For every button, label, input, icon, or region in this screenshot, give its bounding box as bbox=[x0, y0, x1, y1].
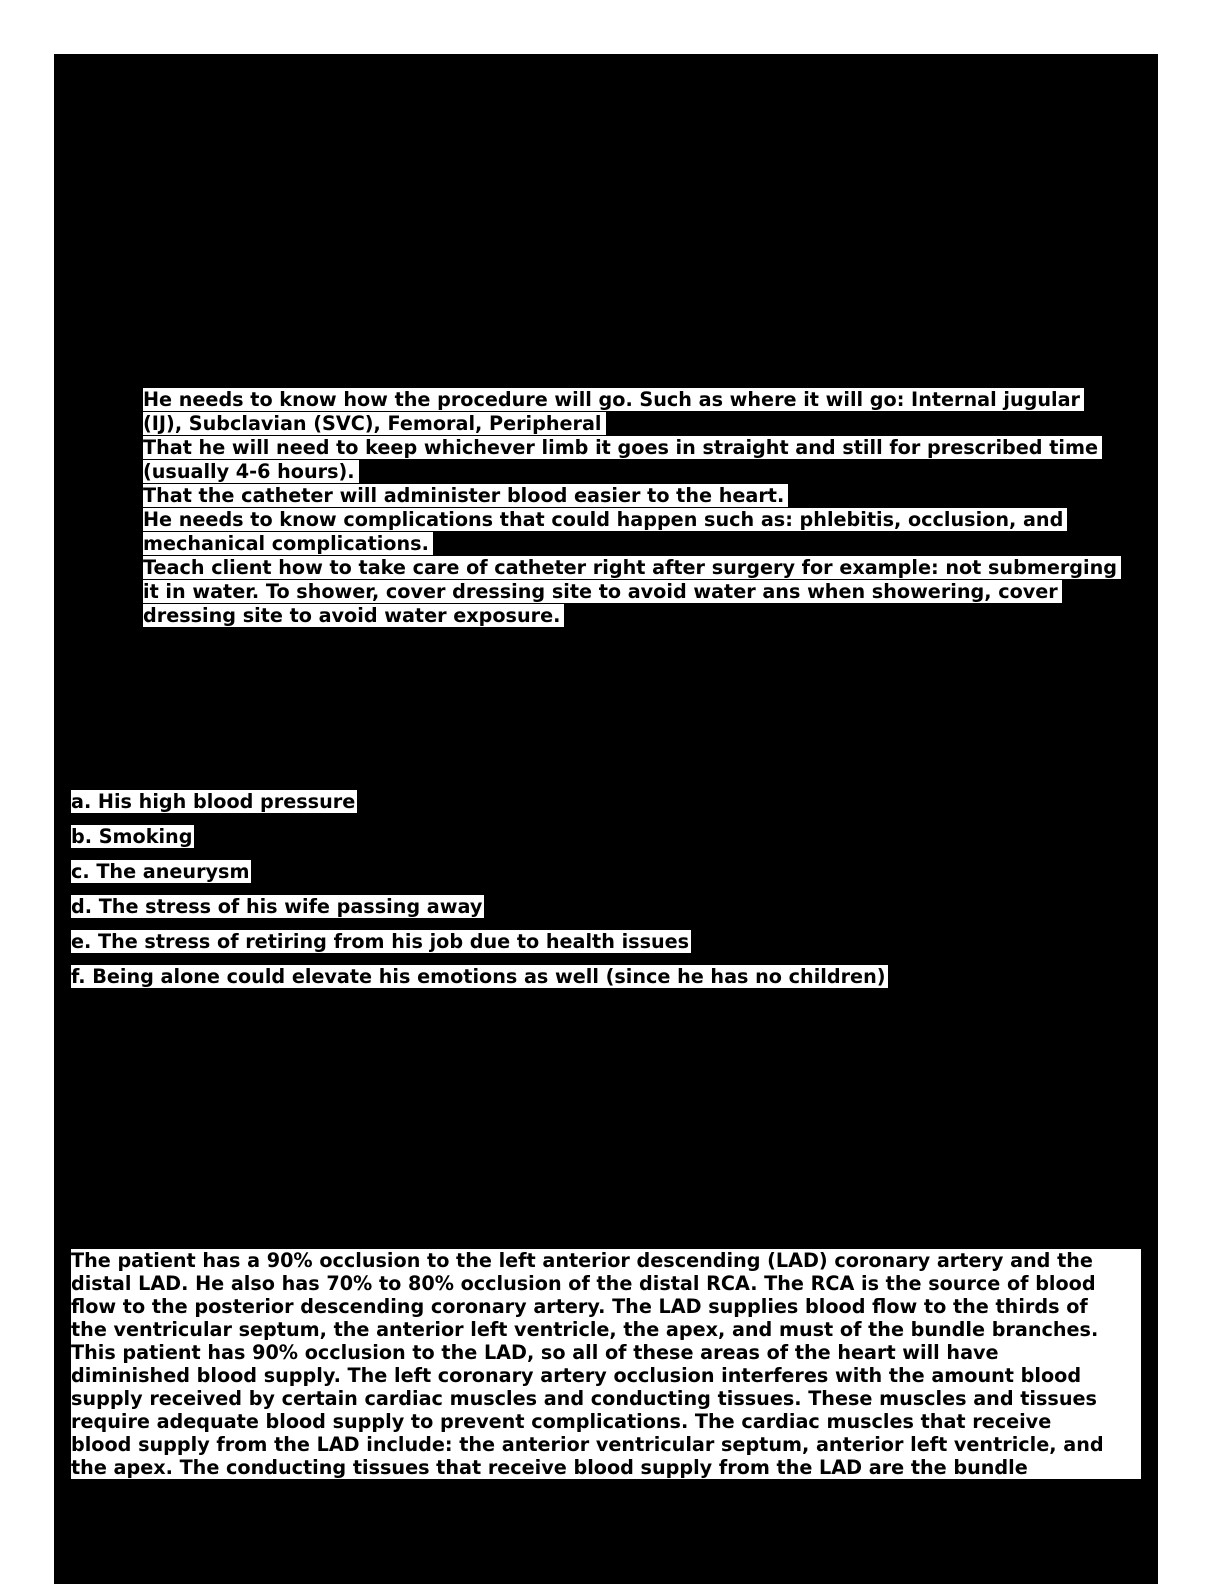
text-line: supply received by certain cardiac muscles and conducting tissues. These muscles and tissues bbox=[71, 1387, 1097, 1410]
text-line: He needs to know how the procedure will go. Such as where it will go: Internal jugular bbox=[143, 388, 1121, 412]
text-line: distal LAD. He also has 70% to 80% occlusion of the distal RCA. The RCA is the source of blood bbox=[71, 1272, 1096, 1295]
text-line: That he will need to keep whichever limb it goes in straight and still for prescribed time bbox=[143, 436, 1121, 460]
text-line: This patient has 90% occlusion to the LAD, so all of these areas of the heart will have bbox=[71, 1341, 999, 1364]
text-line: The patient has a 90% occlusion to the left anterior descending (LAD) coronary artery and the bbox=[71, 1249, 1093, 1272]
text-line: blood supply from the LAD include: the anterior ventricular septum, anterior left ventricle, and bbox=[71, 1433, 1104, 1456]
risk-factor-item-e: e. The stress of retiring from his job due to health issues bbox=[71, 930, 690, 953]
text-line: mechanical complications. bbox=[143, 532, 1121, 556]
text-line: it in water. To shower, cover dressing site to avoid water ans when showering, cover bbox=[143, 580, 1121, 604]
text-line: the ventricular septum, the anterior left ventricle, the apex, and must of the bundle branches. bbox=[71, 1318, 1099, 1341]
text-line: He needs to know complications that could happen such as: phlebitis, occlusion, and bbox=[143, 508, 1121, 532]
risk-factor-item-f: f. Being alone could elevate his emotions as well (since he has no children) bbox=[71, 965, 886, 988]
risk-factor-item-b: b. Smoking bbox=[71, 825, 193, 848]
risk-factor-item-a: a. His high blood pressure bbox=[71, 790, 356, 813]
risk-factor-item-d: d. The stress of his wife passing away bbox=[71, 895, 483, 918]
text-line: (usually 4-6 hours). bbox=[143, 460, 1121, 484]
text-line: require adequate blood supply to prevent complications. The cardiac muscles that receive bbox=[71, 1410, 1052, 1433]
text-line: That the catheter will administer blood easier to the heart. bbox=[143, 484, 1121, 508]
text-line: (IJ), Subclavian (SVC), Femoral, Peripheral bbox=[143, 412, 1121, 436]
lad-occlusion-paragraph bbox=[71, 1249, 1141, 1479]
text-line: diminished blood supply. The left coronary artery occlusion interferes with the amount blood bbox=[71, 1364, 1082, 1387]
text-line: dressing site to avoid water exposure. bbox=[143, 604, 1121, 628]
text-line: Teach client how to take care of catheter right after surgery for example: not submerging bbox=[143, 556, 1121, 580]
patient-teaching-paragraph bbox=[143, 388, 1121, 628]
risk-factor-item-c: c. The aneurysm bbox=[71, 860, 250, 883]
text-line: the apex. The conducting tissues that receive blood supply from the LAD are the bundle bbox=[71, 1456, 1028, 1479]
text-line: flow to the posterior descending coronary artery. The LAD supplies blood flow to the thirds of bbox=[71, 1295, 1088, 1318]
